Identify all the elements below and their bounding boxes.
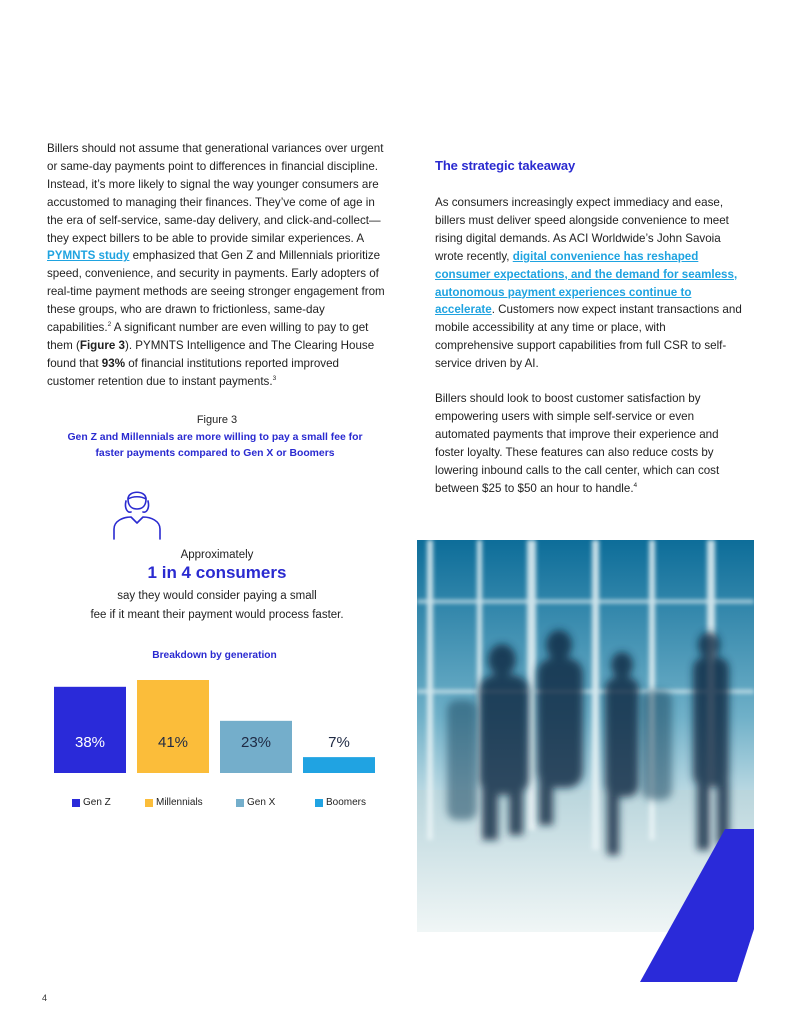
aci-article-link[interactable]: digital convenience has reshaped consumer expectations, and the demand for seamless, autonomous payment experiences continue to accelerate	[435, 249, 738, 317]
legend-label: Millennials	[156, 797, 203, 808]
footnote-ref: 2	[107, 321, 112, 329]
section-heading: The strategic takeaway	[435, 158, 576, 173]
stat-description-line: say they would consider paying a small	[117, 590, 317, 602]
decorative-accent-shape	[640, 829, 754, 982]
paragraph-text: emphasized that Gen Z and Millennials prioritize speed, convenience, and security in payments. Early adopters of real-time payment methods are seeing stronger engagement from these groups, who are drawn to frictionless, same-day capabilities.	[47, 249, 385, 335]
legend-swatch	[236, 799, 244, 807]
bar-value-label: 38%	[74, 734, 106, 751]
paragraph-text: Billers should not assume that generational variances over urgent or same-day payments point to differences in financial discipline. Instead, it’s more likely to signal the way younger consumers are accustomed to managing their finances. They’ve come of age in the era of self-service, same-day delivery, and click-and-collect—they expect billers to be able to provide similar experiences. A	[47, 142, 384, 245]
bar-boomers	[303, 757, 375, 773]
person-icon	[111, 485, 163, 541]
bar-millennials	[137, 680, 209, 773]
footnote-ref: 3	[272, 374, 277, 382]
left-column	[47, 140, 387, 391]
legend-item	[236, 797, 275, 808]
intro-paragraph	[47, 140, 387, 391]
paragraph-text: As consumers increasingly expect immediacy and ease, billers must deliver speed alongside convenience to meet rising digital demands. As ACI Worldwide’s John Savoia wrote recently,	[435, 196, 729, 263]
legend-item	[72, 797, 111, 808]
chart-legend	[72, 797, 392, 811]
right-column	[435, 158, 745, 498]
bar-value-label: 41%	[157, 734, 189, 751]
bar-value-label: 23%	[240, 734, 272, 751]
footnote-ref: 4	[633, 481, 638, 489]
legend-item	[145, 797, 203, 808]
stat-description-line: fee if it meant their payment would process faster.	[90, 609, 344, 621]
legend-swatch	[72, 799, 80, 807]
paragraph-text: of financial institutions reported improved customer retention due to instant payments.	[47, 356, 339, 388]
paragraph-text: . Customers now expect instant transactions and mobile accessibility at any time or place, with comprehensive support capabilities from full CSR to self-service driven by AI.	[435, 303, 742, 371]
legend-label: Gen Z	[83, 797, 111, 808]
paragraph-text: A significant number are even willing to pay to get them (	[47, 321, 369, 352]
stat-description	[47, 587, 387, 625]
figure-label: Figure 3	[196, 414, 238, 426]
paragraph-text: Billers should look to boost customer satisfaction by empowering users with simple self-service or even automated payments that improve their experience and foster loyalty. These features can also reduce costs by lowering inbound calls to the call center, which can cost between $25 to $50 an hour to handle.	[435, 392, 720, 495]
page-number: 4	[42, 993, 48, 1003]
bar-value-label: 7%	[328, 734, 350, 751]
figure-subtitle: Gen Z and Millennials are more willing to pay a small fee for faster payments compared to Gen X or Boomers	[67, 432, 363, 459]
takeaway-paragraph	[435, 194, 745, 373]
legend-label: Gen X	[247, 797, 276, 808]
breakdown-label: Breakdown by generation	[152, 650, 277, 661]
approximately-label: Approximately	[180, 549, 254, 561]
bar-gen-z	[54, 687, 126, 773]
percent-highlight: 93%	[101, 356, 126, 370]
cost-paragraph	[435, 390, 745, 497]
legend-swatch	[315, 799, 323, 807]
figure-ref: Figure 3	[79, 338, 125, 352]
legend-label: Boomers	[326, 797, 367, 808]
generation-bar-chart	[47, 670, 387, 780]
legend-swatch	[145, 799, 153, 807]
paragraph-text: ). PYMNTS Intelligence and The Clearing House found that	[47, 338, 375, 370]
pymnts-study-link[interactable]: PYMNTS study	[47, 249, 130, 263]
headline-stat: 1 in 4 consumers	[147, 563, 287, 582]
legend-item	[315, 797, 366, 808]
